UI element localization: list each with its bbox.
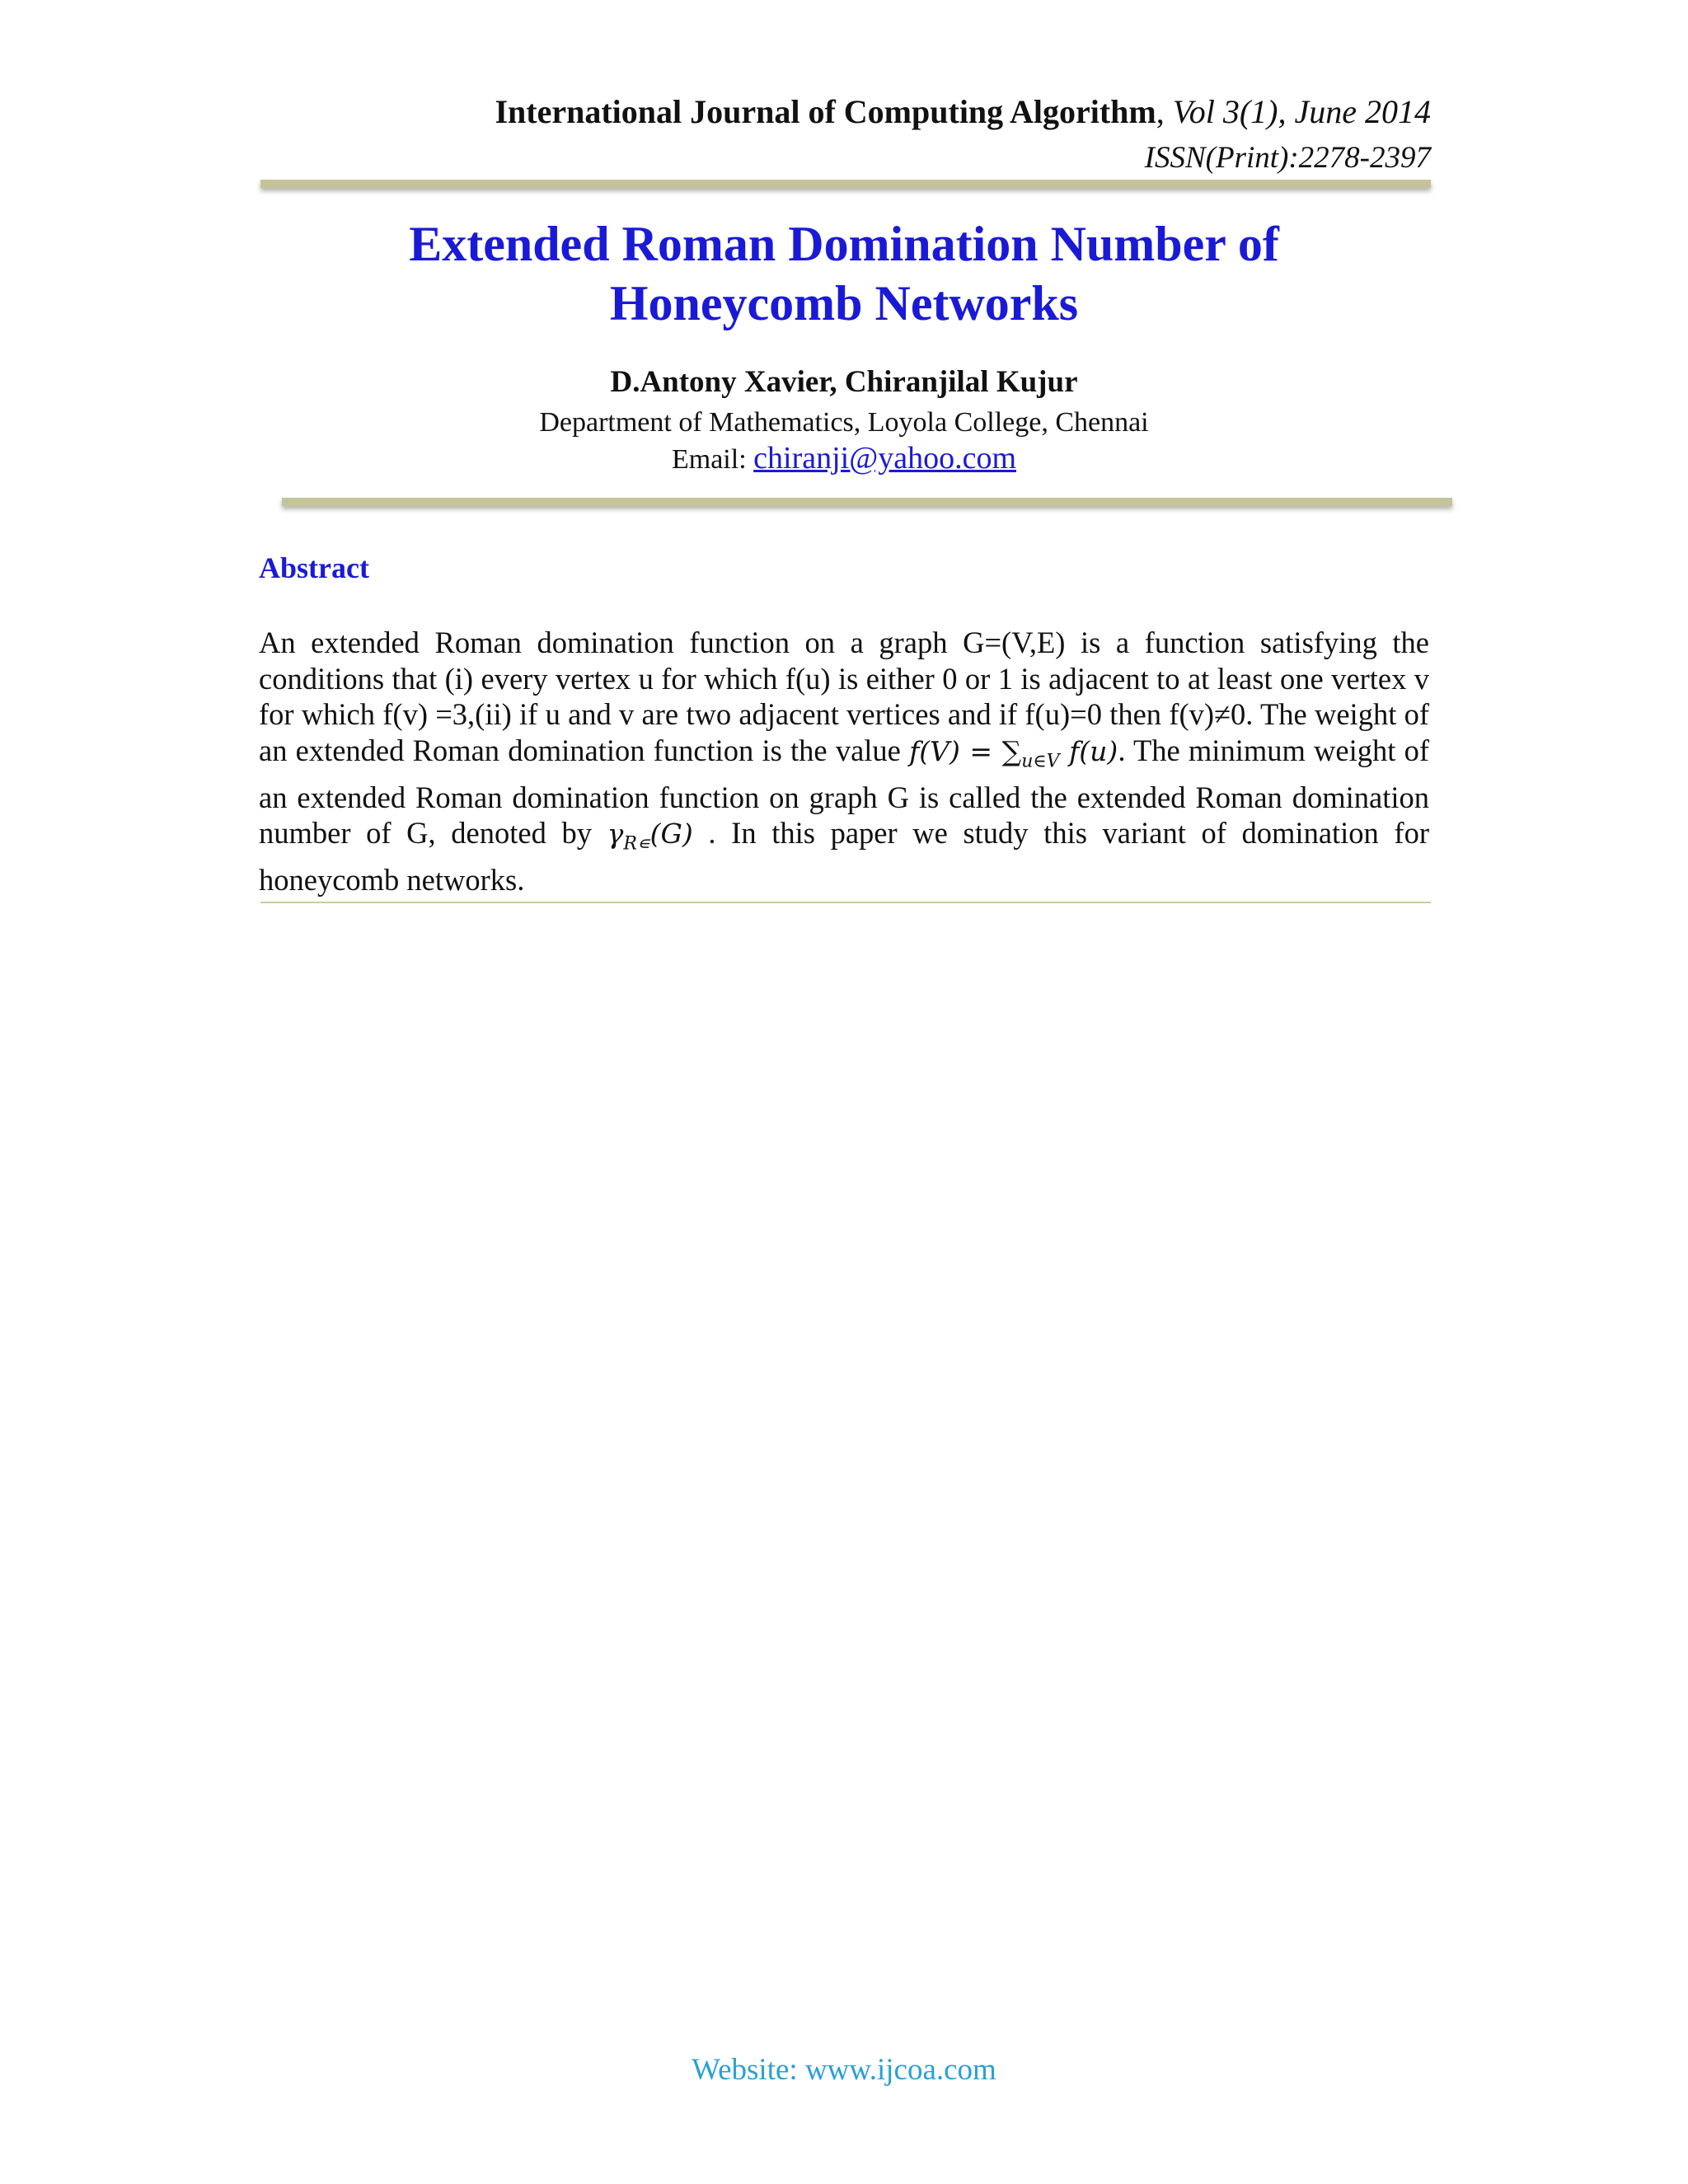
abstract-text-part1: An extended Roman domination function on a graph G=(V,E) is a function satisfying the conditions that (i) every vertex u for which f(u) is either 0 or 1 is adjacent to at least one vertex v for which f(v) =3,(ii) if u and v are two adjacent vertices and if f(u)=0 then f(v)≠0. The weight of an extended Roman domination function is the value <box>259 626 1429 767</box>
paper-title-line2: Honeycomb Networks <box>609 276 1079 330</box>
formula-weight-tail: f(u) <box>1059 734 1118 767</box>
abstract-divider <box>260 902 1431 903</box>
email-link[interactable]: chiranji@yahoo.com <box>753 441 1016 476</box>
journal-issn: ISSN(Print):2278-2397 <box>1144 141 1431 175</box>
paper-affiliation: Department of Mathematics, Loyola College, Chennai <box>539 407 1149 438</box>
email-line <box>0 440 1688 476</box>
paper-authors: D.Antony Xavier, Chiranjilal Kujur <box>610 365 1078 399</box>
formula-gamma <box>607 818 693 855</box>
abstract-body <box>259 625 1429 898</box>
abstract-text-part2: . The minimum weight of an extended Roman domination function on graph G is called the extended Roman domination number of G, denoted by <box>259 733 1429 851</box>
journal-volume: Vol 3(1), June 2014 <box>1164 93 1431 130</box>
formula-gamma-sub: R∊ <box>623 833 650 855</box>
title-divider <box>282 498 1452 506</box>
abstract-heading: Abstract <box>259 551 369 584</box>
formula-weight-sub: u∈V <box>1021 751 1060 772</box>
journal-separator: , <box>1156 93 1165 130</box>
journal-header <box>495 92 1431 131</box>
journal-name: International Journal of Computing Algorithm <box>495 93 1156 130</box>
abstract-text-part3: . In this paper we study this variant of domination for honeycomb networks. <box>259 816 1429 898</box>
email-label: Email: <box>672 444 754 475</box>
footer-website[interactable]: Website: www.ijcoa.com <box>692 2053 996 2087</box>
formula-weight-main: f(V) = ∑ <box>909 734 1022 767</box>
paper-title <box>0 214 1688 333</box>
paper-title-line1: Extended Roman Domination Number of <box>409 217 1279 271</box>
formula-gamma-main: γ <box>607 818 624 851</box>
formula-gamma-tail: (G) <box>649 818 693 851</box>
formula-weight <box>909 734 1118 772</box>
header-divider <box>260 180 1431 188</box>
